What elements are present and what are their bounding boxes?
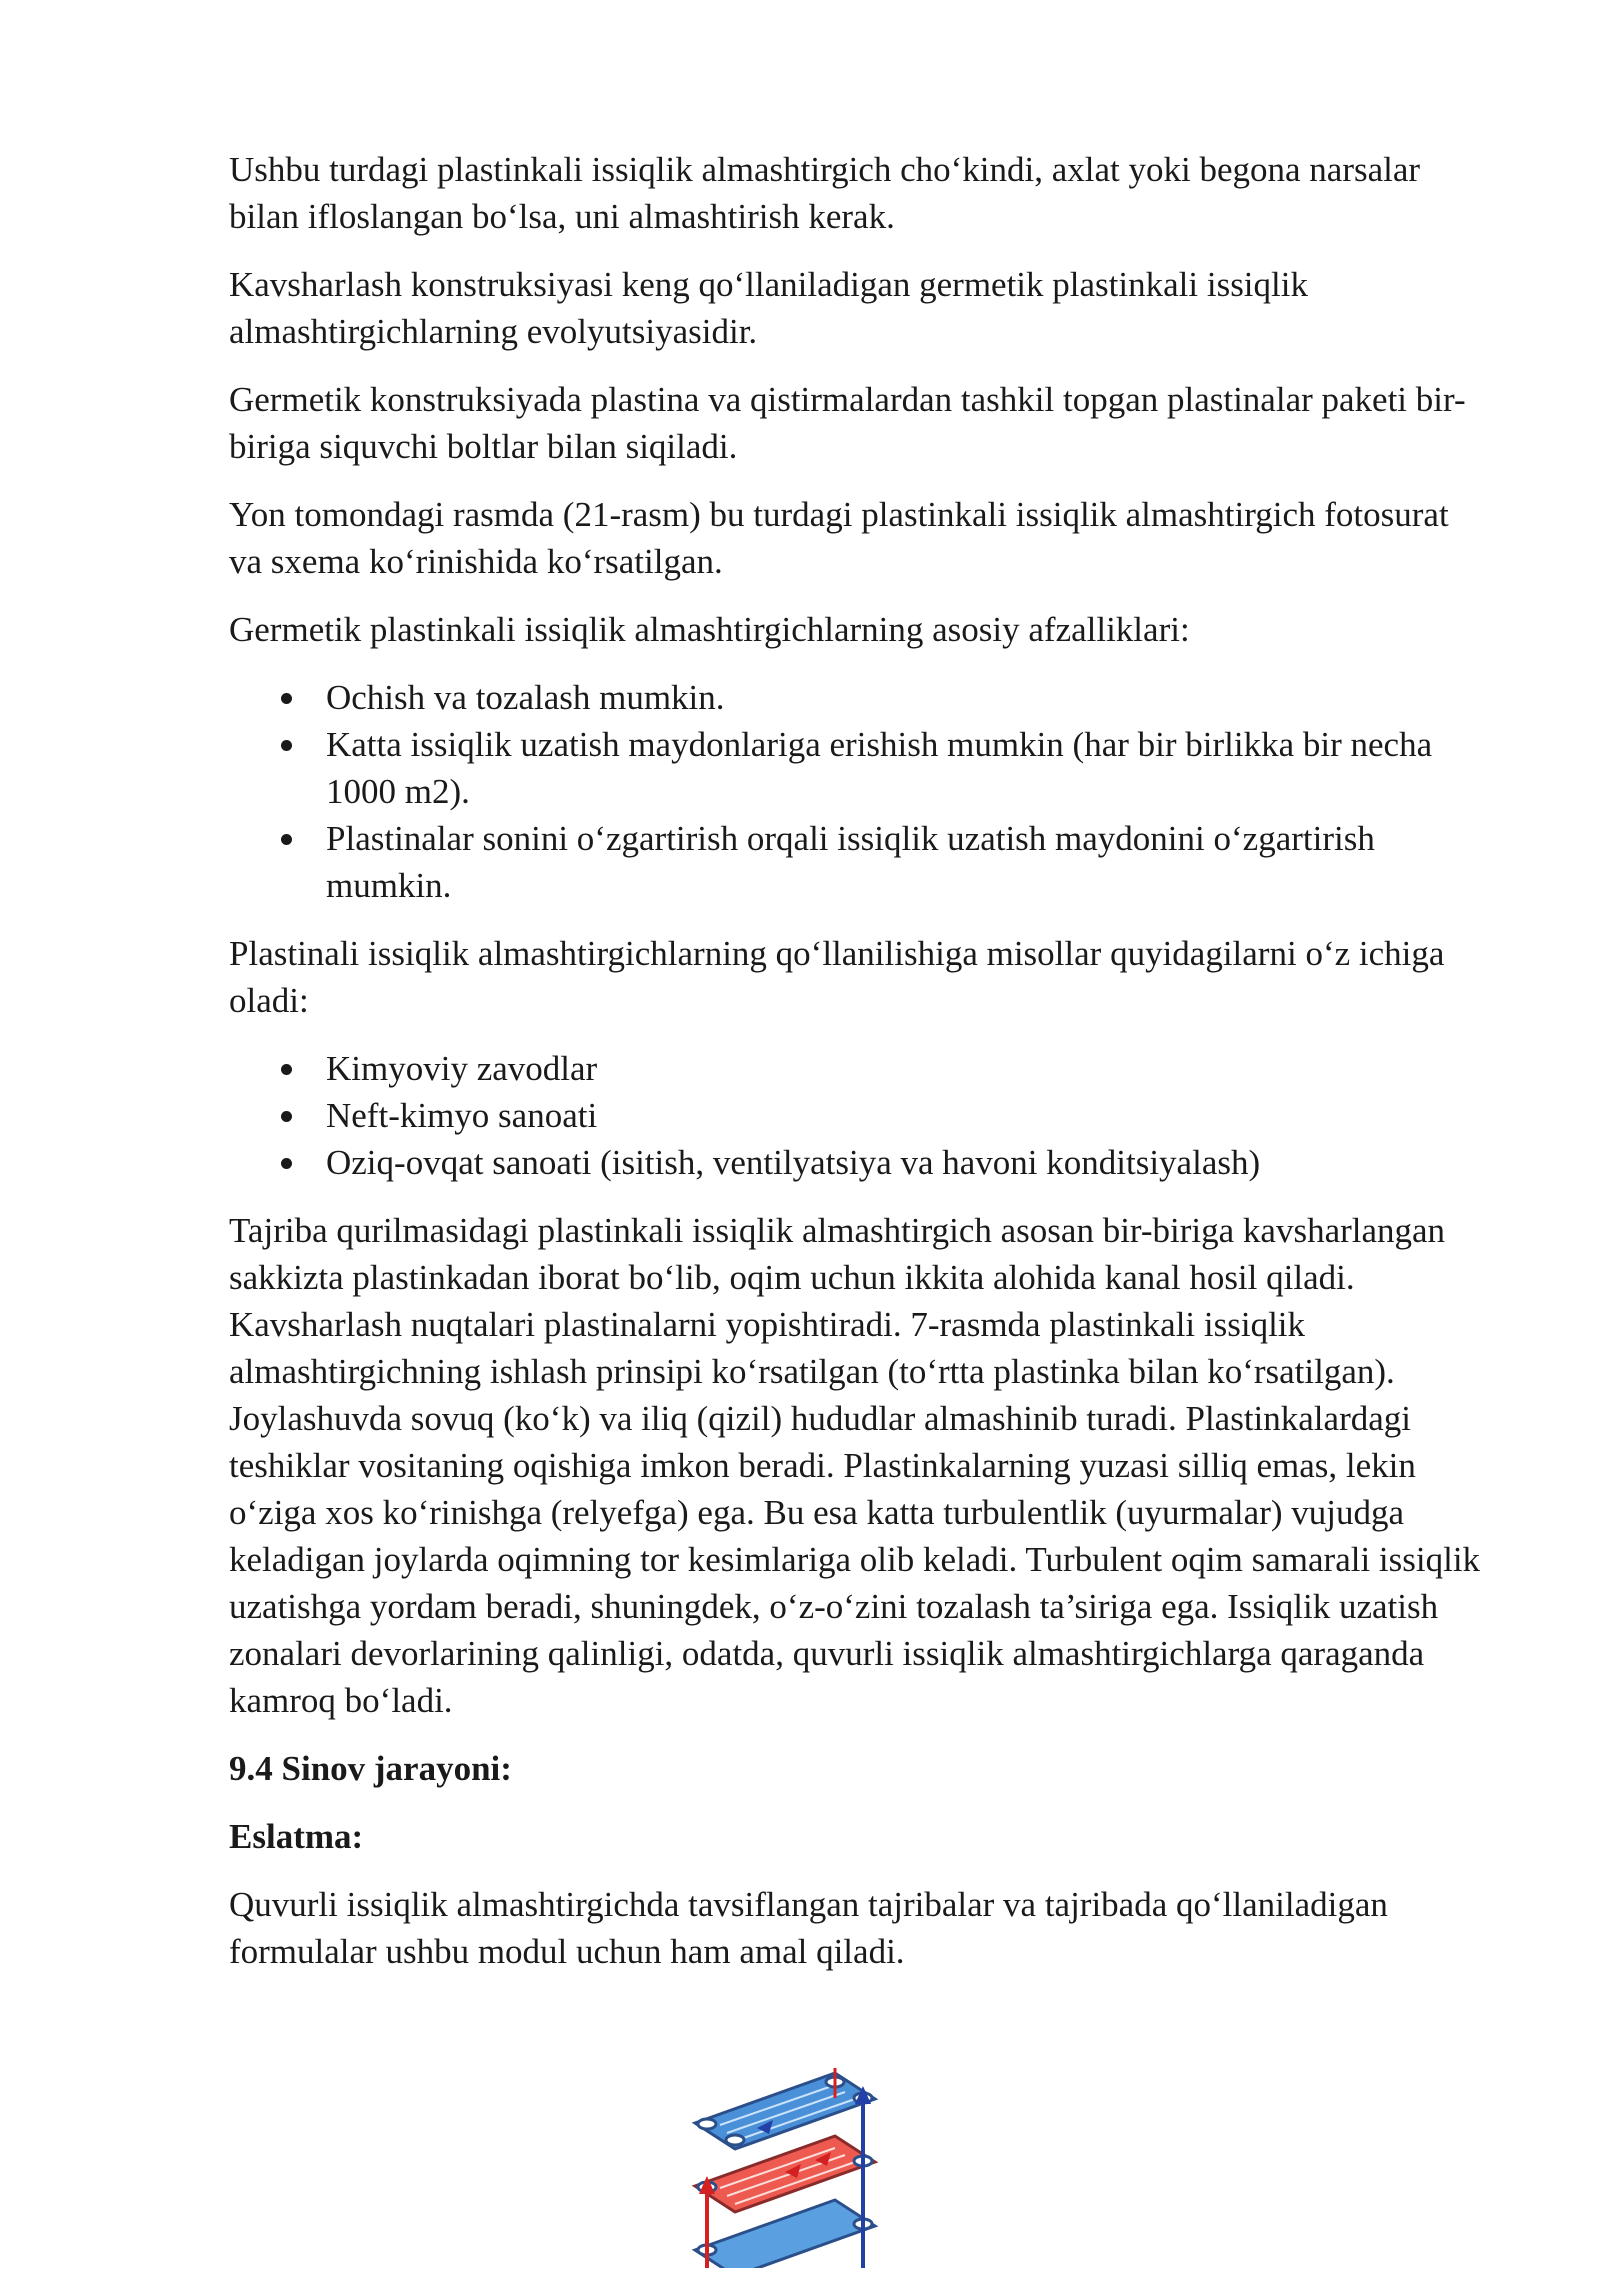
- plate-heat-exchanger-figure: [665, 2068, 905, 2268]
- list-item: Plastinalar sonini o‘zgartirish orqali issiqlik uzatish maydonini o‘zgartirish mumkin.: [229, 815, 1489, 909]
- paragraph-applications-intro: Plastinali issiqlik almashtirgichlarning qo‘llanilishiga misollar quyidagilarni o‘z ichiga oladi:: [229, 934, 1445, 1020]
- paragraph-replacement: Ushbu turdagi plastinkali issiqlik almashtirgich cho‘kindi, axlat yoki begona narsalar bilan ifloslangan bo‘lsa, uni almashtirish kerak.: [229, 150, 1421, 236]
- paragraph-advantages-intro: Germetik plastinkali issiqlik almashtirgichlarning asosiy afzalliklari:: [229, 610, 1190, 649]
- paragraph-figure-reference: Yon tomondagi rasmda (21-rasm) bu turdagi plastinkali issiqlik almashtirgich fotosurat va sxema ko‘rinishida ko‘rsatilgan.: [229, 495, 1449, 581]
- paragraph-gasket-design: Germetik konstruksiyada plastina va qistirmalardan tashkil topgan plastinalar paketi bir-biriga siquvchi boltlar bilan siqiladi.: [229, 380, 1466, 466]
- list-item: Katta issiqlik uzatish maydonlariga erishish mumkin (har bir birlikka bir necha 1000 m2).: [229, 721, 1489, 815]
- applications-list: [229, 1045, 1489, 1186]
- list-item: Neft-kimyo sanoati: [229, 1092, 1489, 1139]
- paragraph-note: Quvurli issiqlik almashtirgichda tavsiflangan tajribalar va tajribada qo‘llaniladigan formulalar ushbu modul uchun ham amal qiladi.: [229, 1885, 1388, 1971]
- section-heading: 9.4 Sinov jarayoni:: [229, 1749, 512, 1788]
- advantages-list: [229, 674, 1489, 909]
- list-item: Oziq-ovqat sanoati (isitish, ventilyatsiya va havoni konditsiyalash): [229, 1139, 1489, 1186]
- cold-plate-bottom: [695, 2200, 875, 2268]
- warm-plate: [695, 2136, 875, 2212]
- note-heading: Eslatma:: [229, 1817, 364, 1856]
- list-item: Ochish va tozalash mumkin.: [229, 674, 1489, 721]
- paragraph-setup-description: Tajriba qurilmasidagi plastinkali issiqlik almashtirgich asosan bir-biriga kavsharlangan sakkizta plastinkadan iborat bo‘lib, oqim uchun ikkita alohida kanal hosil qiladi. Kavsharlash nuqtalari plastinalarni yopishtiradi. 7-rasmda plastinkali issiqlik almashtirgichning ishlash prinsipi ko‘rsatilgan (to‘rtta plastinka bilan ko‘rsatilgan). Joylashuvda sovuq (ko‘k) va iliq (qizil) hududlar almashinib turadi. Plastinkalardagi teshiklar vositaning oqishiga imkon beradi. Plastinkalarning yuzasi silliq emas, lekin o‘ziga xos ko‘rinishga (relyefga) ega. Bu esa katta turbulentlik (uyurmalar) vujudga keladigan joylarda oqimning tor kesimlariga olib keladi. Turbulent oqim samarali issiqlik uzatishga yordam beradi, shuningdek, o‘z-o‘zini tozalash ta’siriga ega. Issiqlik uzatish zonalari devorlarining qalinligi, odatda, quvurli issiqlik almashtirgichlarga qaraganda kamroq bo‘ladi.: [229, 1211, 1481, 1720]
- list-item: Kimyoviy zavodlar: [229, 1045, 1489, 1092]
- cold-plate-top: [695, 2073, 875, 2149]
- paragraph-brazing-evolution: Kavsharlash konstruksiyasi keng qo‘llaniladigan germetik plastinkali issiqlik almashtirgichlarning evolyutsiyasidir.: [229, 265, 1308, 351]
- plate-heat-exchanger-icon: [665, 2068, 905, 2268]
- document-body: [229, 146, 1489, 1996]
